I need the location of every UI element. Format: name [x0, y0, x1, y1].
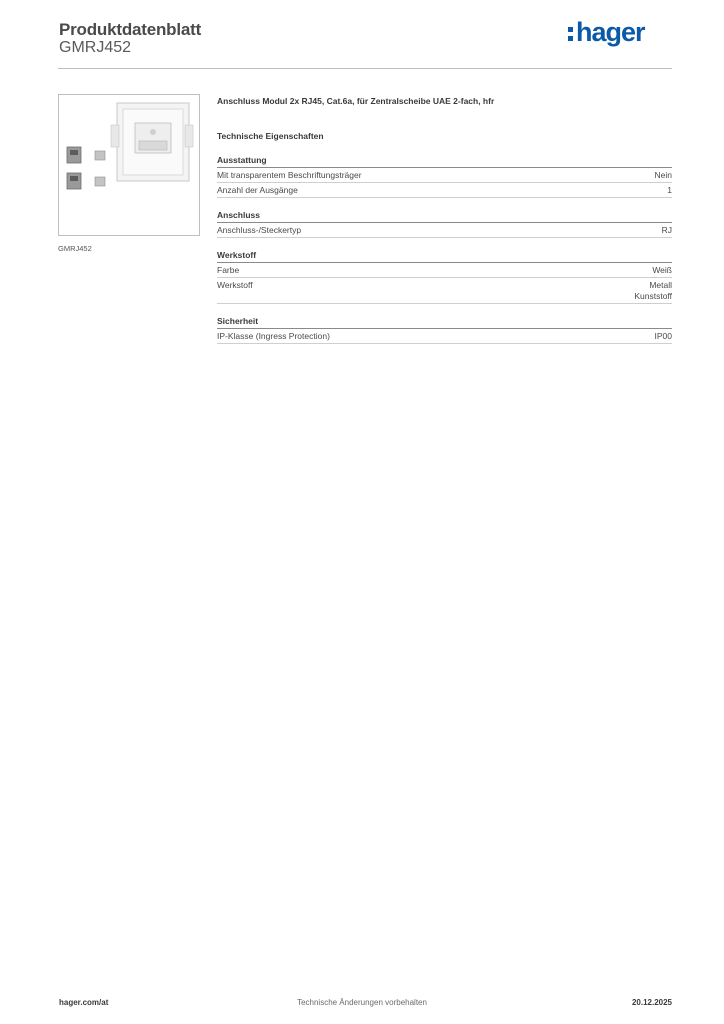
property-value-line: Nein	[654, 170, 672, 180]
property-row	[217, 168, 672, 183]
property-value-line: RJ	[661, 225, 672, 235]
property-label: Anzahl der Ausgänge	[217, 185, 298, 195]
product-description: Anschluss Modul 2x RJ45, Cat.6a, für Zentralscheibe UAE 2-fach, hfr	[217, 96, 495, 106]
property-value	[662, 225, 672, 236]
logo-text: hager	[576, 17, 645, 47]
header-divider	[58, 68, 672, 69]
property-label: Mit transparentem Beschriftungsträger	[217, 170, 362, 180]
property-groups	[217, 155, 672, 344]
property-group	[217, 155, 672, 198]
property-row	[217, 263, 672, 278]
group-title: Anschluss	[217, 210, 672, 223]
properties-heading: Technische Eigenschaften	[217, 131, 324, 141]
footer-website: hager.com/at	[59, 998, 109, 1007]
product-illustration-icon	[59, 95, 199, 235]
property-label: IP-Klasse (Ingress Protection)	[217, 331, 330, 341]
property-group	[217, 250, 672, 304]
group-title: Werkstoff	[217, 250, 672, 263]
product-code: GMRJ452	[59, 39, 132, 56]
property-group	[217, 210, 672, 238]
image-caption: GMRJ452	[58, 244, 92, 253]
property-value	[667, 185, 672, 196]
group-title: Ausstattung	[217, 155, 672, 168]
property-value-line: Metall	[649, 280, 672, 290]
footer-date: 20.12.2025	[631, 998, 672, 1007]
brand-logo	[568, 17, 645, 47]
property-group	[217, 316, 672, 344]
property-label: Farbe	[217, 265, 240, 275]
group-title: Sicherheit	[217, 316, 672, 329]
property-label: Anschluss-/Steckertyp	[217, 225, 302, 235]
footer-notice: Technische Änderungen vorbehalten	[297, 998, 427, 1007]
property-value-line: 1	[667, 185, 672, 195]
property-value	[655, 331, 673, 342]
product-image	[58, 94, 200, 236]
property-row	[217, 329, 672, 344]
property-value	[652, 265, 672, 276]
logo-dots-icon	[568, 27, 573, 41]
property-value-line: Kunststoff	[634, 291, 672, 301]
property-value-line: IP00	[654, 331, 672, 341]
property-value-line: Weiß	[652, 265, 672, 275]
property-value	[655, 170, 672, 181]
product-details	[217, 96, 672, 344]
property-row	[217, 278, 672, 304]
property-row	[217, 223, 672, 238]
page-title: Produktdatenblatt	[59, 20, 202, 39]
property-row	[217, 183, 672, 198]
property-label: Werkstoff	[217, 280, 253, 290]
property-value	[634, 280, 672, 302]
